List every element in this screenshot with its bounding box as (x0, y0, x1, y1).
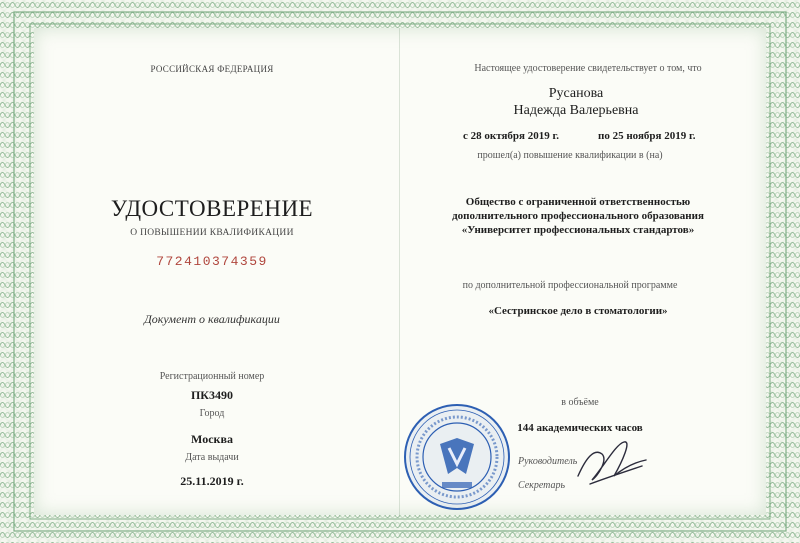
program-name: «Сестринское дело в стоматологии» (488, 305, 668, 317)
registration-label: Регистрационный номер (159, 371, 265, 382)
program-label: по дополнительной профессиональной программе (462, 280, 678, 291)
date-from: с 28 октября 2019 г. (463, 130, 560, 142)
city-label: Город (199, 408, 225, 419)
city-value: Москва (191, 432, 233, 446)
certificate-number: 772410374359 (156, 254, 268, 269)
intro-text: Настоящее удостоверение свидетельствует о том, что (474, 63, 702, 74)
certificate-field (34, 28, 766, 515)
holder-surname: Русанова (548, 86, 604, 101)
official-seal (402, 402, 512, 512)
organization-line-1: Общество с ограниченной ответственностью (465, 196, 691, 208)
secretary-label: Секретарь (518, 480, 566, 491)
certificate-subtitle: О ПОВЫШЕНИИ КВАЛИФИКАЦИИ (130, 228, 294, 238)
organization-line-2: дополнительного профессионального образования (452, 210, 704, 222)
volume-value: 144 академических часов (517, 422, 643, 434)
signature (572, 436, 652, 490)
certificate-title: УДОСТОВЕРЕНИЕ (110, 196, 314, 221)
center-fold (399, 28, 400, 515)
registration-number: ПК3490 (190, 388, 234, 402)
issue-date: 25.11.2019 г. (180, 474, 244, 488)
date-to: по 25 ноября 2019 г. (598, 130, 696, 142)
volume-label: в объёме (561, 397, 599, 408)
issue-date-label: Дата выдачи (185, 452, 239, 463)
passed-text: прошел(а) повышение квалификации в (на) (477, 150, 663, 161)
country-label: РОССИЙСКАЯ ФЕДЕРАЦИЯ (150, 64, 274, 74)
holder-name: Надежда Валерьевна (513, 103, 639, 118)
head-label: Руководитель (518, 456, 578, 467)
organization-line-3: «Университет профессиональных стандартов» (461, 224, 695, 236)
document-type: Документ о квалификации (144, 312, 280, 326)
